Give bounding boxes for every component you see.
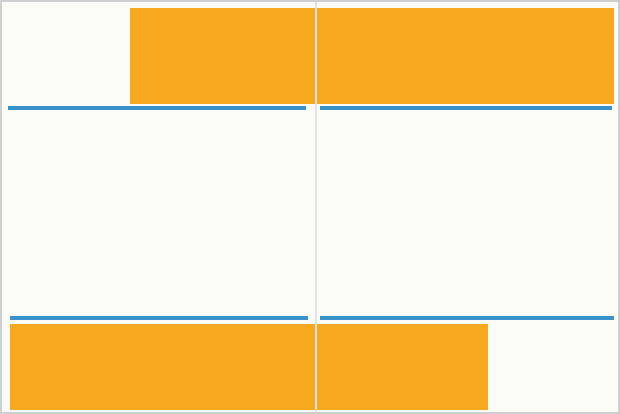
page-gutter xyxy=(315,2,317,412)
article-column-left xyxy=(36,142,304,144)
rule-bottom-left xyxy=(10,316,308,320)
rule-top-right xyxy=(320,106,612,110)
bottom-illustration-band xyxy=(10,324,488,410)
bottom-illustration-art xyxy=(10,324,488,410)
article-column-right xyxy=(320,124,600,126)
magazine-spread xyxy=(2,2,618,412)
rule-bottom-right xyxy=(320,316,614,320)
top-illustration-art xyxy=(130,8,614,104)
top-illustration-band xyxy=(130,8,614,104)
rule-top-left xyxy=(8,106,306,110)
